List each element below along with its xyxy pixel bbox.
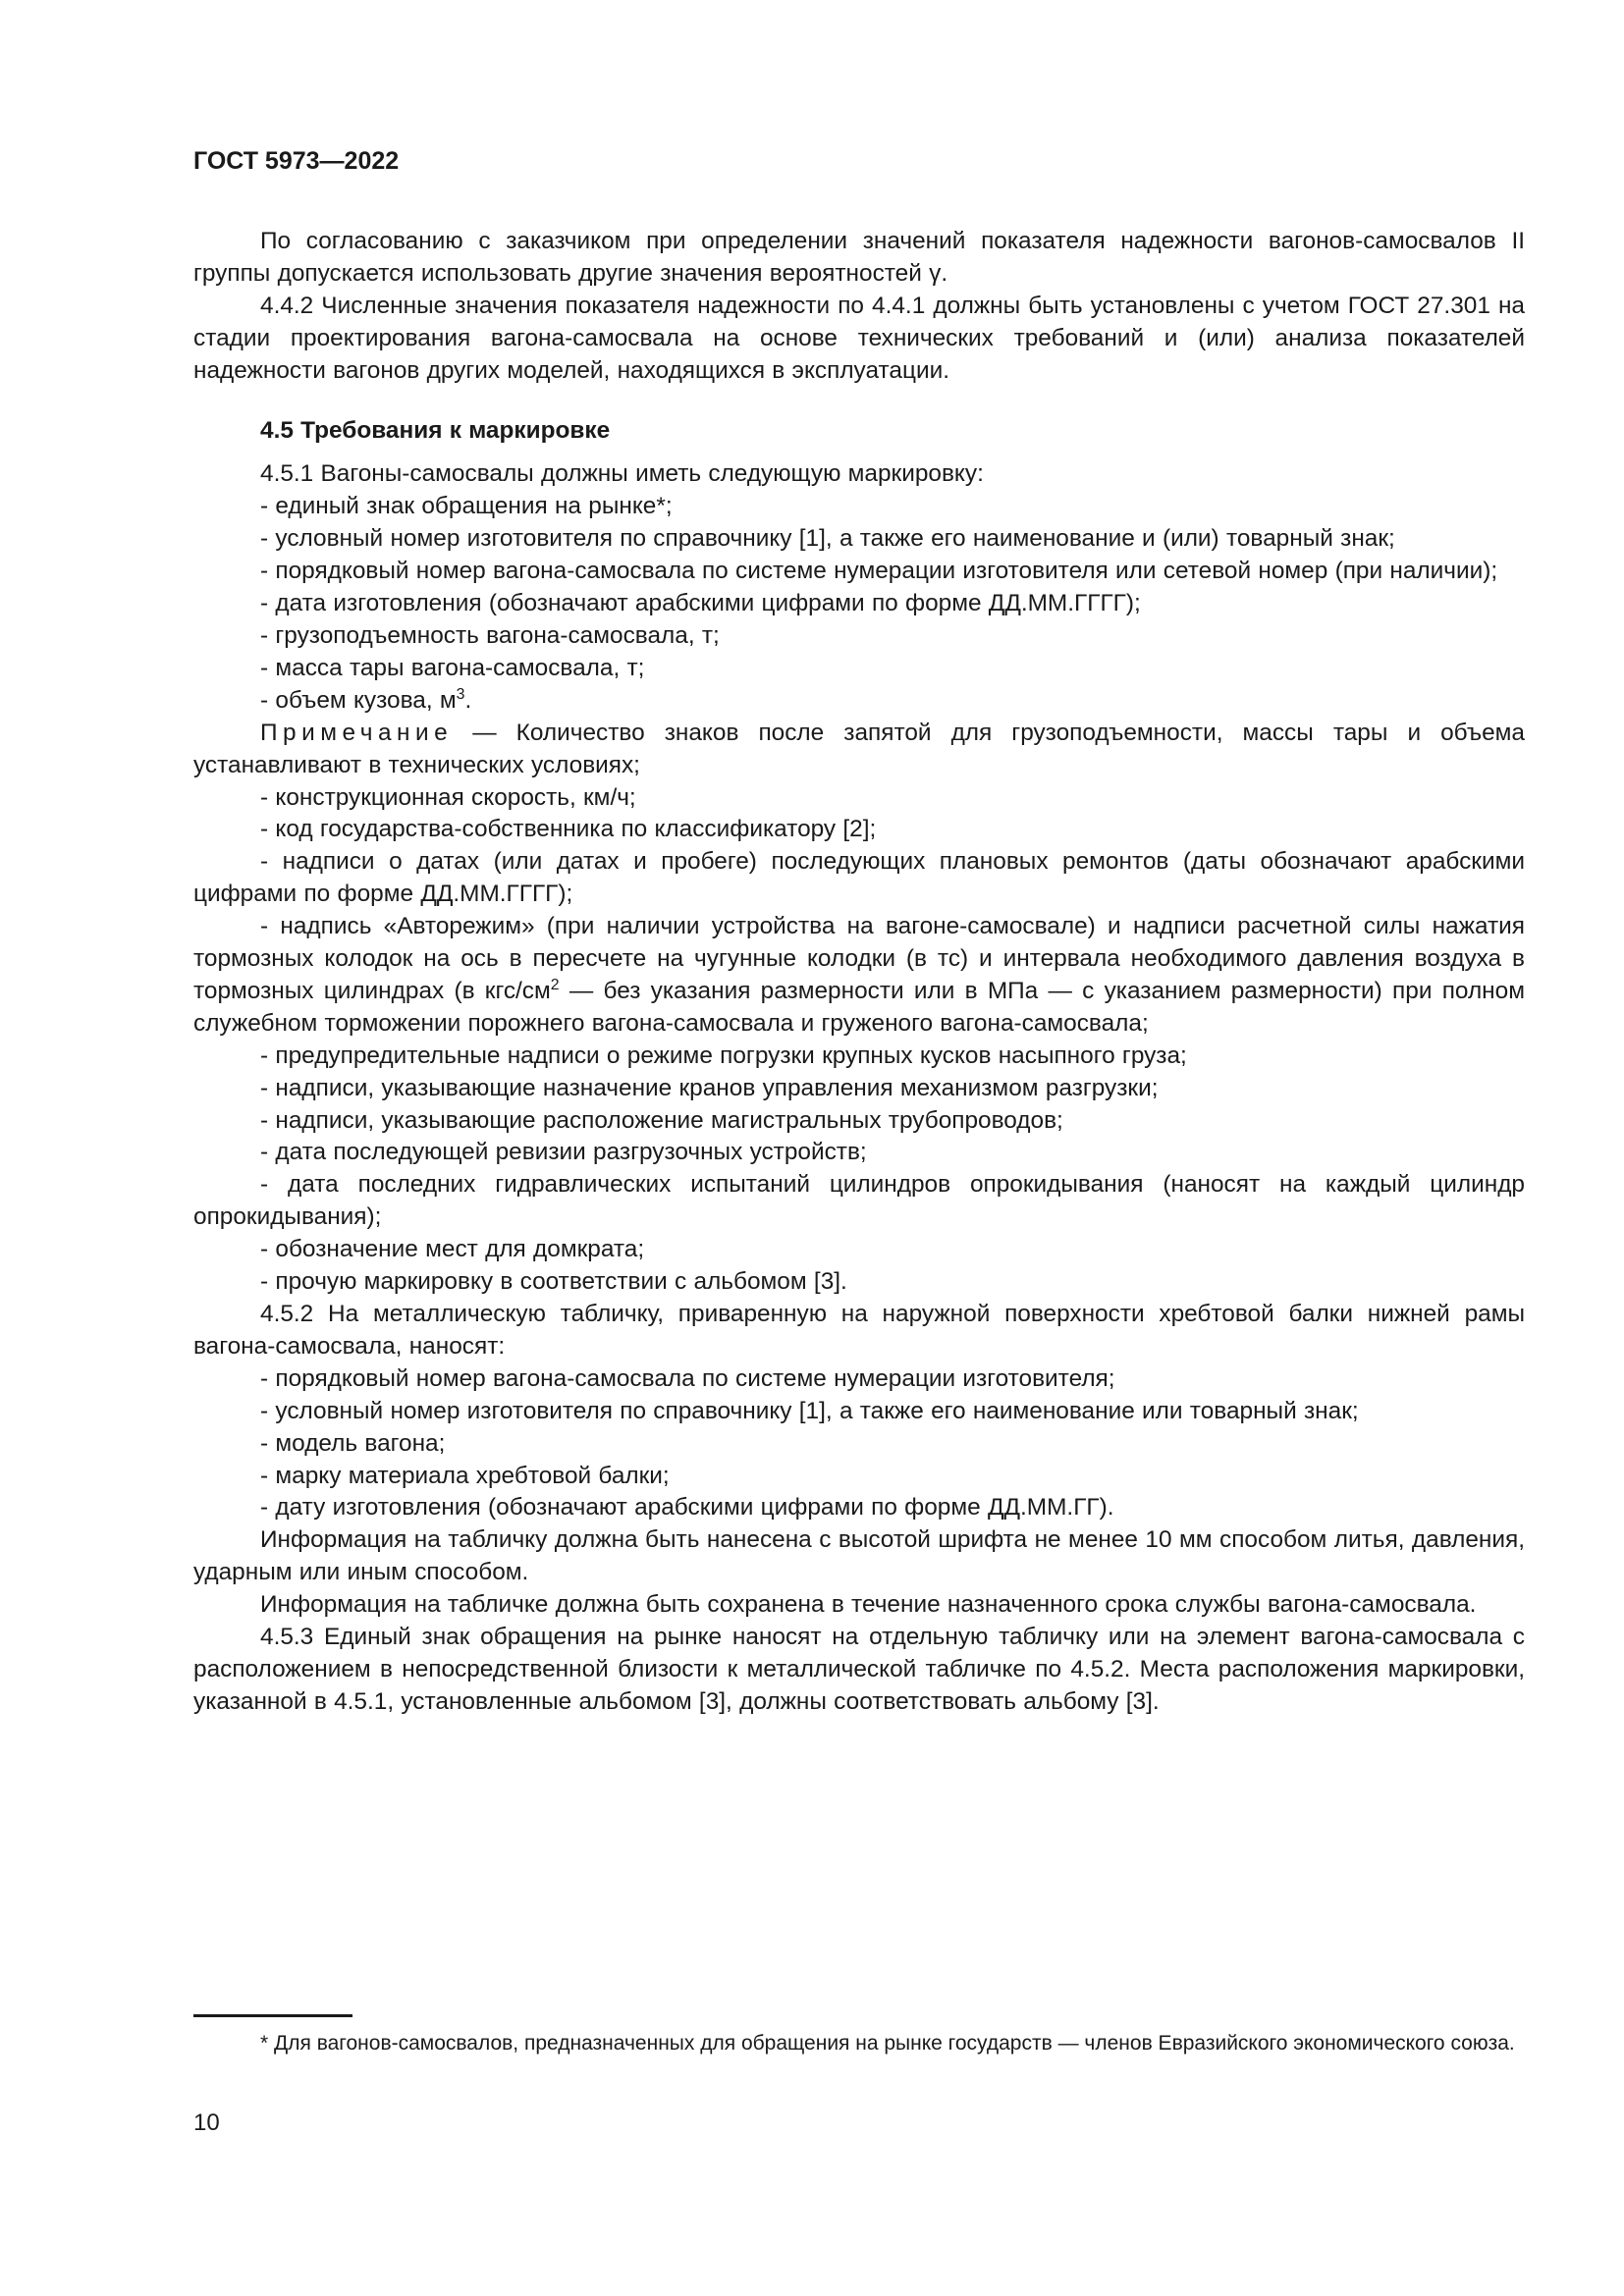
- list-item: - код государства-собственника по классификатору [2];: [260, 816, 877, 843]
- list-item: - дата изготовления (обозначают арабскими цифрами по форме ДД.ММ.ГГГГ);: [260, 590, 1141, 617]
- list-item: - модель вагона;: [260, 1429, 446, 1457]
- list-item: - надписи, указывающие расположение магистральных трубопроводов;: [260, 1106, 1063, 1134]
- list-item: - дату изготовления (обозначают арабскими цифрами по форме ДД.ММ.ГГ).: [260, 1494, 1114, 1522]
- list-item: - марку материала хребтовой балки;: [260, 1462, 670, 1489]
- superscript: 2: [550, 976, 560, 993]
- body-text: [193, 226, 1525, 1719]
- note-text: — Количество знаков после запятой для грузоподъемности, массы тары и объема устанавливают в технических условиях;: [193, 719, 1525, 778]
- list-item: - обозначение мест для домкрата;: [260, 1236, 645, 1263]
- list-item: [193, 685, 1525, 718]
- list-item-tail: .: [464, 686, 472, 714]
- section-heading: 4.5 Требования к маркировке: [260, 416, 611, 444]
- paragraph: Информация на табличке должна быть сохранена в течение назначенного срока службы вагона-самосвала.: [260, 1591, 1477, 1619]
- paragraph: Информация на табличку должна быть нанесена с высотой шрифта не менее 10 мм способом литья, давления, ударным или иным способом.: [193, 1526, 1525, 1586]
- page-number: 10: [193, 2109, 220, 2136]
- list-item: - прочую маркировку в соответствии с альбомом [3].: [260, 1268, 847, 1296]
- list-item: - надписи, указывающие назначение кранов управления механизмом разгрузки;: [260, 1074, 1159, 1101]
- list-intro: 4.5.1 Вагоны-самосвалы должны иметь следующую маркировку:: [260, 460, 984, 488]
- list-item: [193, 911, 1525, 1041]
- list-item: - конструкционная скорость, км/ч;: [260, 783, 636, 811]
- list-item: - грузоподъемность вагона-самосвала, т;: [260, 621, 720, 649]
- list-item: - масса тары вагона-самосвала, т;: [260, 654, 645, 681]
- document-header: ГОСТ 5973—2022: [193, 147, 400, 175]
- footnote: * Для вагонов-самосвалов, предназначенных для обращения на рынке государств — членов Евразийского экономического союза.: [260, 2032, 1515, 2055]
- paragraph: 4.5.2 На металлическую табличку, приваренную на наружной поверхности хребтовой балки нижней рамы вагона-самосвала, наносят:: [193, 1301, 1525, 1360]
- list-item: - порядковый номер вагона-самосвала по системе нумерации изготовителя или сетевой номер (при наличии);: [260, 558, 1498, 585]
- list-item: - дата последующей ревизии разгрузочных устройств;: [260, 1139, 867, 1166]
- paragraph: 4.4.2 Численные значения показателя надежности по 4.4.1 должны быть установлены с учетом ГОСТ 27.301 на стадии проектирования вагона-самосвала на основе технических требований и (или) анализа показателей надежности вагонов других моделей, находящихся в эксплуатации.: [193, 292, 1525, 384]
- list-item: - порядковый номер вагона-самосвала по системе нумерации изготовителя;: [260, 1364, 1115, 1392]
- superscript: 3: [456, 685, 465, 703]
- list-item: - единый знак обращения на рынке*;: [260, 493, 673, 520]
- list-item-text: — без указания размерности или в МПа — с указанием размерности) при полном служебном торможении порожнего вагона-самосвала и груженого вагона-самосвала;: [193, 977, 1525, 1037]
- list-item-text: - надпись «Авторежим» (при наличии устройства на вагоне-самосвале) и надписи расчетной силы нажатия тормозных колодок на ось в пересчете на чугунные колодки (в тс) и интервала необходимого давления воздуха в тормозных цилиндрах (в кгс/см: [193, 913, 1525, 1004]
- list-item: - предупредительные надписи о режиме погрузки крупных кусков насыпного груза;: [260, 1041, 1187, 1069]
- list-item: - надписи о датах (или датах и пробеге) последующих плановых ремонтов (даты обозначают арабскими цифрами по форме ДД.ММ.ГГГГ);: [193, 848, 1525, 908]
- list-item: - условный номер изготовителя по справочнику [1], а также его наименование или товарный знак;: [260, 1397, 1359, 1424]
- paragraph: 4.5.3 Единый знак обращения на рынке наносят на отдельную табличку или на элемент вагона-самосвала с расположением в непосредственной близости к металлической табличке по 4.5.2. Места расположения маркировки, указанной в 4.5.1, установленные альбомом [3], должны соответствовать альбому [3].: [193, 1624, 1525, 1715]
- note: [193, 718, 1525, 782]
- list-item: - дата последних гидравлических испытаний цилиндров опрокидывания (наносят на каждый цилиндр опрокидывания);: [193, 1171, 1525, 1231]
- list-item: - условный номер изготовителя по справочнику [1], а также его наименование и (или) товарный знак;: [260, 525, 1395, 553]
- note-label: Примечание: [260, 719, 454, 746]
- document-page: [193, 145, 1525, 1719]
- footnote-divider: [193, 2014, 352, 2017]
- paragraph: По согласованию с заказчиком при определении значений показателя надежности вагонов-самосвалов II группы допускается использовать другие значения вероятностей γ.: [193, 228, 1525, 287]
- list-item-text: - объем кузова, м: [260, 686, 457, 714]
